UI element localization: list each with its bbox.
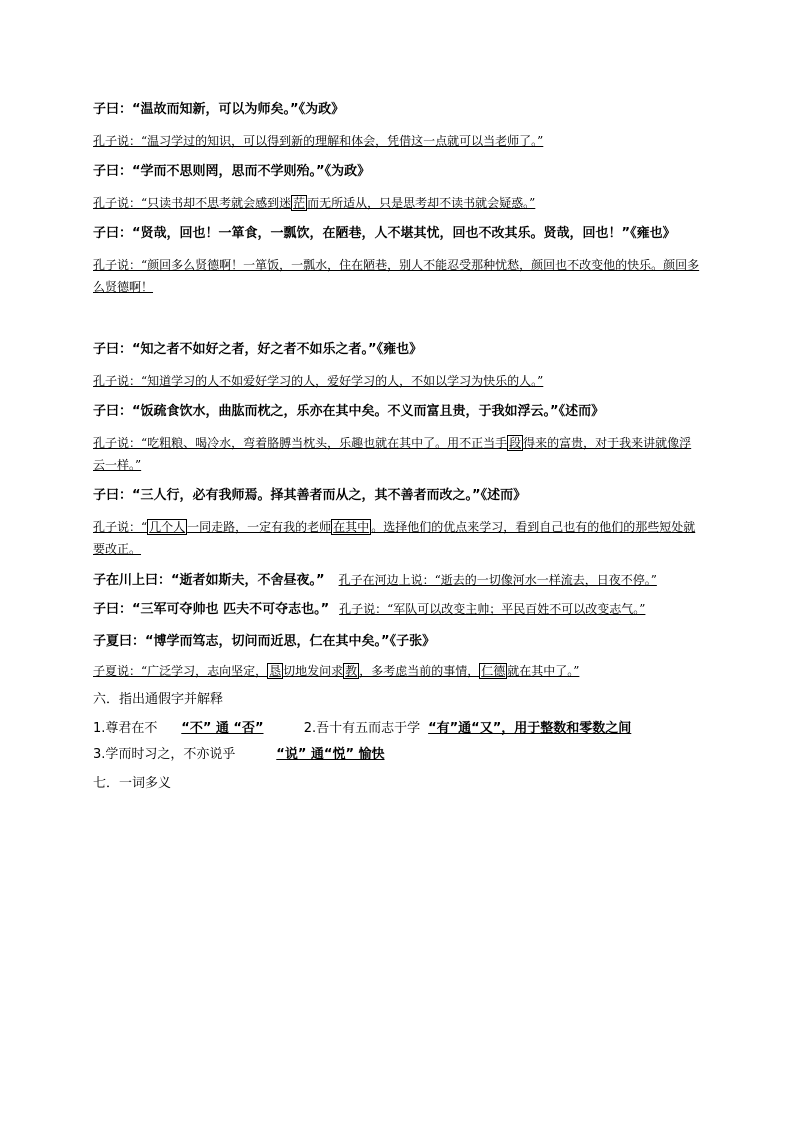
- translation-4: 孔子说：“知道学习的人不如爱好学习的人，爱好学习的人，不如以学习为快乐的人。”: [93, 374, 544, 388]
- section-6-title: 六．指出通假字并解释: [93, 692, 224, 707]
- boxed-word: 茫: [293, 196, 306, 210]
- quote-6: 子曰：“三人行，必有我师焉。择其善者而从之，其不善者而改之。”《述而》: [93, 488, 527, 503]
- quote-5: 子曰：“饭疏食饮水，曲肱而枕之，乐亦在其中矣。不义而富且贵，于我如浮云。”《述而》: [93, 404, 605, 419]
- quote-9: 子夏曰：“博学而笃志，切问而近思，仁在其中矣。”《子张》: [93, 634, 436, 649]
- translation-5: 孔子说：“吃粗粮、喝冷水，弯着胳膊当枕头，乐趣也就在其中了。用不正当手 段 得来的富贵，对于我来讲就像浮云一样。”: [93, 436, 692, 472]
- boxed-word: 仁德: [481, 664, 506, 678]
- boxed-word: 几个人: [149, 520, 186, 534]
- passage-8: 子曰：“三军可夺帅也 匹夫不可夺志也。” 孔子说：“军队可以改变主帅；平民百姓不可以改变志气。”: [93, 602, 646, 617]
- answer-3: “说” 通“悦” 愉快: [276, 747, 385, 762]
- document-page: [93, 96, 703, 796]
- answer-2: “有”通“又”，用于整数和零数之间: [428, 721, 632, 736]
- boxed-word: 恳: [269, 664, 282, 678]
- boxed-word: 在其中: [333, 520, 370, 534]
- translation-2: 孔子说：“只读书却不思考就会感到迷 茫 而无所适从，只是思考却不读书就会疑惑。”: [93, 196, 536, 210]
- quote-1: 子曰：“温故而知新，可以为师矣。”《为政》: [93, 102, 345, 117]
- translation-1: 孔子说：“温习学过的知识，可以得到新的理解和体会，凭借这一点就可以当老师了。”: [93, 134, 544, 148]
- section-7-title: 七．一词多义: [93, 776, 172, 791]
- quote-4: 子曰：“知之者不如好之者，好之者不如乐之者。”《雍也》: [93, 342, 423, 357]
- exercise-row-1: 1.尊君在不 “不” 通 “否” 2.吾十有五而志于学 “有”通“又”，用于整数和零数之间: [93, 716, 703, 742]
- translation-3: 孔子说：“颜回多么贤德啊！一箪饭，一瓢水，住在陋巷，别人不能忍受那种忧愁，颜回也不改变他的快乐。颜回多么贤德啊！: [93, 258, 700, 294]
- quote-2: 子曰：“学而不思则罔，思而不学则殆。”《为政》: [93, 164, 371, 179]
- answer-1: “不” 通 “否”: [181, 721, 264, 736]
- passage-7: 子在川上曰：“逝者如斯夫，不舍昼夜。” 孔子在河边上说：“逝去的一切像河水一样流去，日夜不停。”: [93, 573, 657, 588]
- translation-9: 子夏说：“广泛学习，志向坚定， 恳 切地发问求 教 ，多考虑当前的事情， 仁德 就在其中了。”: [93, 664, 580, 678]
- exercise-row-2: 3.学而时习之，不亦说乎 “说” 通“悦” 愉快: [93, 742, 703, 768]
- quote-3: 子曰：“贤哉，回也！一箪食，一瓢饮，在陋巷，人不堪其忧，回也不改其乐。贤哉，回也！”《雍也》: [93, 226, 676, 241]
- boxed-word: 段: [509, 436, 522, 450]
- translation-6: 孔子说：“ 几个人 一同走路，一定有我的老师 在其中 。选择他们的优点来学习，看到自己也有的他们的那些短处就要改正。: [93, 520, 696, 556]
- boxed-word: 教: [345, 664, 358, 678]
